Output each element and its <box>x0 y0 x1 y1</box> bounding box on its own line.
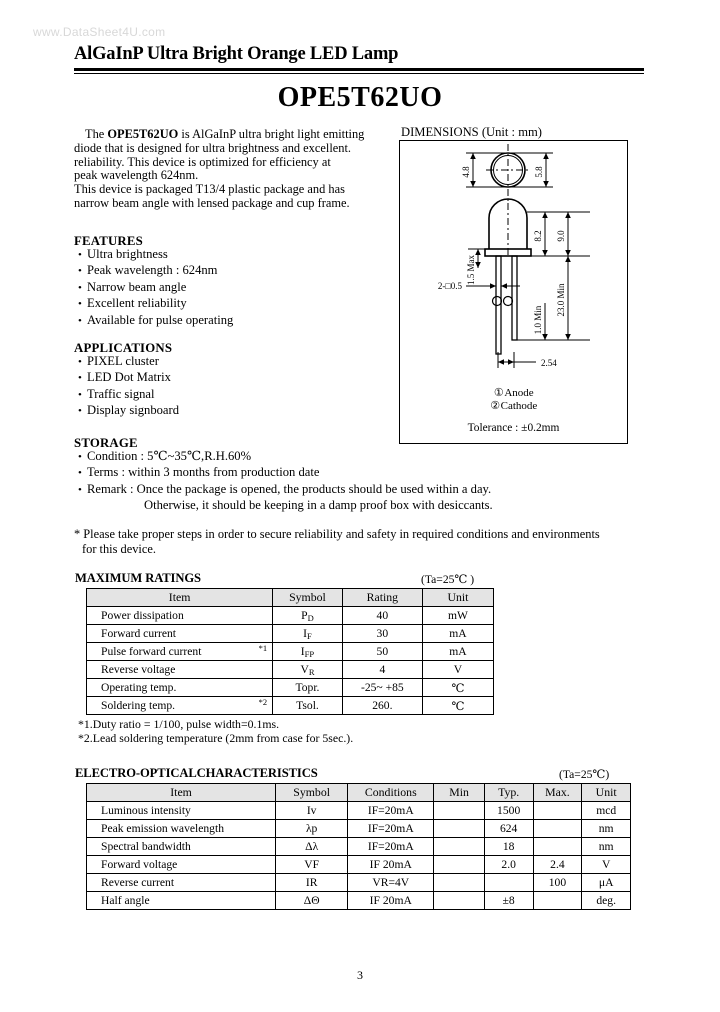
max-item <box>87 607 273 625</box>
dim-label-lead-size: 2-□0.5 <box>437 281 462 291</box>
eo-col-typ: Typ. <box>484 784 533 802</box>
max-unit: V <box>422 661 493 679</box>
eo-symbol: VF <box>276 856 348 874</box>
max-symbol-sub: D <box>307 612 314 623</box>
eo-symbol: IR <box>276 874 348 892</box>
intro-line-1-pre: The <box>85 127 108 141</box>
eo-col-max: Max. <box>533 784 582 802</box>
storage-item-0: • Condition : 5℃~35℃,R.H.60% <box>78 449 493 465</box>
dim-label-lead-pitch: 1.0 Min <box>533 305 543 335</box>
eo-conditions: IF=20mA <box>348 838 434 856</box>
dim-label-spacing: 2.54 <box>541 358 557 368</box>
max-symbol <box>273 607 343 625</box>
max-symbol-sub: FP <box>304 648 315 659</box>
applications-heading: APPLICATIONS <box>74 341 173 355</box>
max-symbol-base: Tsol. <box>296 698 319 712</box>
max-symbol-sub: F <box>307 630 312 641</box>
max-symbol <box>273 679 343 697</box>
max-item-text: Power dissipation <box>101 609 184 622</box>
max-item-note: *2 <box>258 697 268 707</box>
features-item-4: • Available for pulse operating <box>78 313 233 329</box>
applications-item-1: • LED Dot Matrix <box>78 370 179 386</box>
table-row <box>87 697 494 715</box>
part-number: OPE5T62UO <box>277 82 443 113</box>
features-item-2: • Narrow beam angle <box>78 280 233 296</box>
max-unit: mA <box>422 625 493 643</box>
applications-item-0: • PIXEL cluster <box>78 354 179 370</box>
eo-max <box>533 838 582 856</box>
max-symbol-base: V <box>300 662 309 676</box>
max-symbol-base: Topr. <box>295 680 320 694</box>
dim-label-body-height: 9.0 <box>556 230 566 242</box>
table-row <box>87 802 631 820</box>
max-ratings-footnotes <box>78 718 353 745</box>
pin2-label: Cathode <box>500 400 538 412</box>
dimensions-title: DIMENSIONS (Unit : mm) <box>401 125 542 139</box>
max-col-symbol: Symbol <box>273 589 343 607</box>
safety-note-line-1: * Please take proper steps in order to secure reliability and safety in required conditions and environments <box>74 527 600 541</box>
max-symbol-base: I <box>300 644 305 658</box>
max-item <box>87 643 273 661</box>
eo-min <box>434 802 484 820</box>
max-footnote-0: *1.Duty ratio = 1/100, pulse width=0.1ms. <box>78 717 280 731</box>
safety-note-line-2: for this device. <box>82 541 156 556</box>
dimensions-pin2 <box>399 399 628 412</box>
intro-line-4: peak wavelength 624nm. <box>74 168 199 183</box>
max-item-text: Soldering temp. <box>101 699 176 712</box>
eo-col-item: Item <box>87 784 276 802</box>
intro-line-6: narrow beam angle with lensed package and cup frame. <box>74 195 350 210</box>
max-item-text: Forward current <box>101 627 177 640</box>
table-row <box>87 856 631 874</box>
max-rating: 40 <box>342 607 422 625</box>
dim-label-top-right: 5.8 <box>534 166 544 178</box>
features-item-1: • Peak wavelength : 624nm <box>78 263 233 279</box>
eo-max <box>533 892 582 910</box>
max-item-note: *1 <box>258 643 268 653</box>
intro-line-3: reliability. This device is optimized for efficiency at <box>74 154 331 169</box>
max-unit: mA <box>422 643 493 661</box>
features-heading: FEATURES <box>74 234 143 248</box>
table-row <box>87 892 631 910</box>
eo-item: Reverse current <box>87 874 276 892</box>
dim-label-lens-height: 8.2 <box>533 230 543 242</box>
intro-part-number: OPE5T62UO <box>107 127 179 141</box>
max-item-text: Reverse voltage <box>101 663 176 676</box>
max-item-text: Pulse forward current <box>101 645 202 658</box>
max-symbol <box>273 661 343 679</box>
dimensions-pin1 <box>399 386 628 399</box>
eo-unit: V <box>582 856 631 874</box>
dim-label-lead-length: 23.0 Min <box>556 283 566 317</box>
dimensions-tolerance: Tolerance : ±0.2mm <box>467 422 560 434</box>
table-row <box>87 661 494 679</box>
max-item <box>87 661 273 679</box>
table-row <box>87 679 494 697</box>
table-row <box>87 607 494 625</box>
max-item <box>87 625 273 643</box>
eo-typ: ±8 <box>484 892 533 910</box>
eo-item: Luminous intensity <box>87 802 276 820</box>
max-ratings-table <box>86 588 494 715</box>
max-ratings-heading: MAXIMUM RATINGS <box>75 571 201 585</box>
applications-item-2: • Traffic signal <box>78 387 179 403</box>
eo-symbol: λp <box>276 820 348 838</box>
eo-max: 100 <box>533 874 582 892</box>
eo-unit: deg. <box>582 892 631 910</box>
max-rating: -25~ +85 <box>342 679 422 697</box>
eo-symbol: Δλ <box>276 838 348 856</box>
page-number: 3 <box>357 968 363 982</box>
eo-unit: mcd <box>582 802 631 820</box>
eo-unit: μA <box>582 874 631 892</box>
max-unit: ℃ <box>422 697 493 715</box>
max-symbol <box>273 697 343 715</box>
table-row <box>87 838 631 856</box>
eo-item: Spectral bandwidth <box>87 838 276 856</box>
max-col-unit: Unit <box>422 589 493 607</box>
table-row <box>87 643 494 661</box>
eo-min <box>434 856 484 874</box>
features-item-3: • Excellent reliability <box>78 296 233 312</box>
table-row <box>87 625 494 643</box>
intro-line-5: This device is packaged T13/4 plastic package and has <box>74 182 345 197</box>
watermark-text: www.DataSheet4U.com <box>33 25 166 39</box>
eo-item: Peak emission wavelength <box>87 820 276 838</box>
eo-item: Forward voltage <box>87 856 276 874</box>
max-unit: mW <box>422 607 493 625</box>
eo-typ <box>484 874 533 892</box>
dim-label-flange: 1.5 Max <box>466 255 476 285</box>
eo-min <box>434 892 484 910</box>
eo-min <box>434 820 484 838</box>
max-col-item: Item <box>87 589 273 607</box>
max-rating: 50 <box>342 643 422 661</box>
max-unit: ℃ <box>422 679 493 697</box>
eo-conditions: VR=4V <box>348 874 434 892</box>
max-symbol <box>273 643 343 661</box>
eo-conditions: IF=20mA <box>348 820 434 838</box>
electro-optical-condition: (Ta=25℃) <box>559 768 610 781</box>
eo-symbol: ΔΘ <box>276 892 348 910</box>
eo-min <box>434 838 484 856</box>
eo-typ: 624 <box>484 820 533 838</box>
eo-typ: 2.0 <box>484 856 533 874</box>
eo-max: 2.4 <box>533 856 582 874</box>
features-item-0: • Ultra brightness <box>78 247 233 263</box>
eo-symbol: Iv <box>276 802 348 820</box>
eo-col-symbol: Symbol <box>276 784 348 802</box>
max-item <box>87 697 273 715</box>
max-col-rating: Rating <box>342 589 422 607</box>
eo-conditions: IF=20mA <box>348 802 434 820</box>
pin1-label: Anode <box>504 387 534 399</box>
max-rating: 30 <box>342 625 422 643</box>
eo-max <box>533 820 582 838</box>
eo-typ: 18 <box>484 838 533 856</box>
table-row <box>87 874 631 892</box>
storage-item-2: • Remark : Once the package is opened, the products should be used within a day. <box>78 482 493 498</box>
applications-item-3: • Display signboard <box>78 403 179 419</box>
table-header-row <box>87 589 494 607</box>
page-title: AlGaInP Ultra Bright Orange LED Lamp <box>74 44 399 64</box>
max-symbol-base: I <box>303 626 308 640</box>
eo-typ: 1500 <box>484 802 533 820</box>
storage-item-1: • Terms : within 3 months from production date <box>78 465 493 481</box>
max-ratings-condition: (Ta=25℃ ) <box>421 573 475 586</box>
table-row <box>87 820 631 838</box>
intro-line-1-post: is AlGaInP ultra bright light emitting <box>178 127 365 141</box>
eo-min <box>434 874 484 892</box>
max-rating: 260. <box>342 697 422 715</box>
storage-heading: STORAGE <box>74 436 138 450</box>
electro-optical-heading: ELECTRO-OPTICALCHARACTERISTICS <box>75 766 318 780</box>
eo-col-unit: Unit <box>582 784 631 802</box>
intro-line-2: diode that is designed for ultra brightness and excellent. <box>74 140 351 155</box>
eo-unit: nm <box>582 820 631 838</box>
max-symbol <box>273 625 343 643</box>
dim-label-top-left: 4.8 <box>461 166 471 178</box>
pin2-symbol: ② <box>490 400 501 412</box>
eo-max <box>533 802 582 820</box>
eo-conditions: IF 20mA <box>348 892 434 910</box>
eo-col-conditions: Conditions <box>348 784 434 802</box>
max-footnote-1: *2.Lead soldering temperature (2mm from case for 5sec.). <box>78 730 354 745</box>
eo-conditions: IF 20mA <box>348 856 434 874</box>
eo-item: Half angle <box>87 892 276 910</box>
max-item-text: Operating temp. <box>101 681 177 694</box>
max-symbol-sub: R <box>308 666 315 677</box>
electro-optical-table <box>86 783 631 910</box>
max-rating: 4 <box>342 661 422 679</box>
table-header-row <box>87 784 631 802</box>
eo-unit: nm <box>582 838 631 856</box>
max-symbol-base: P <box>301 608 308 622</box>
max-item <box>87 679 273 697</box>
storage-remark-continuation: Otherwise, it should be keeping in a damp proof box with desiccants. <box>144 498 493 513</box>
pin1-symbol: ① <box>493 387 504 399</box>
eo-col-min: Min <box>434 784 484 802</box>
